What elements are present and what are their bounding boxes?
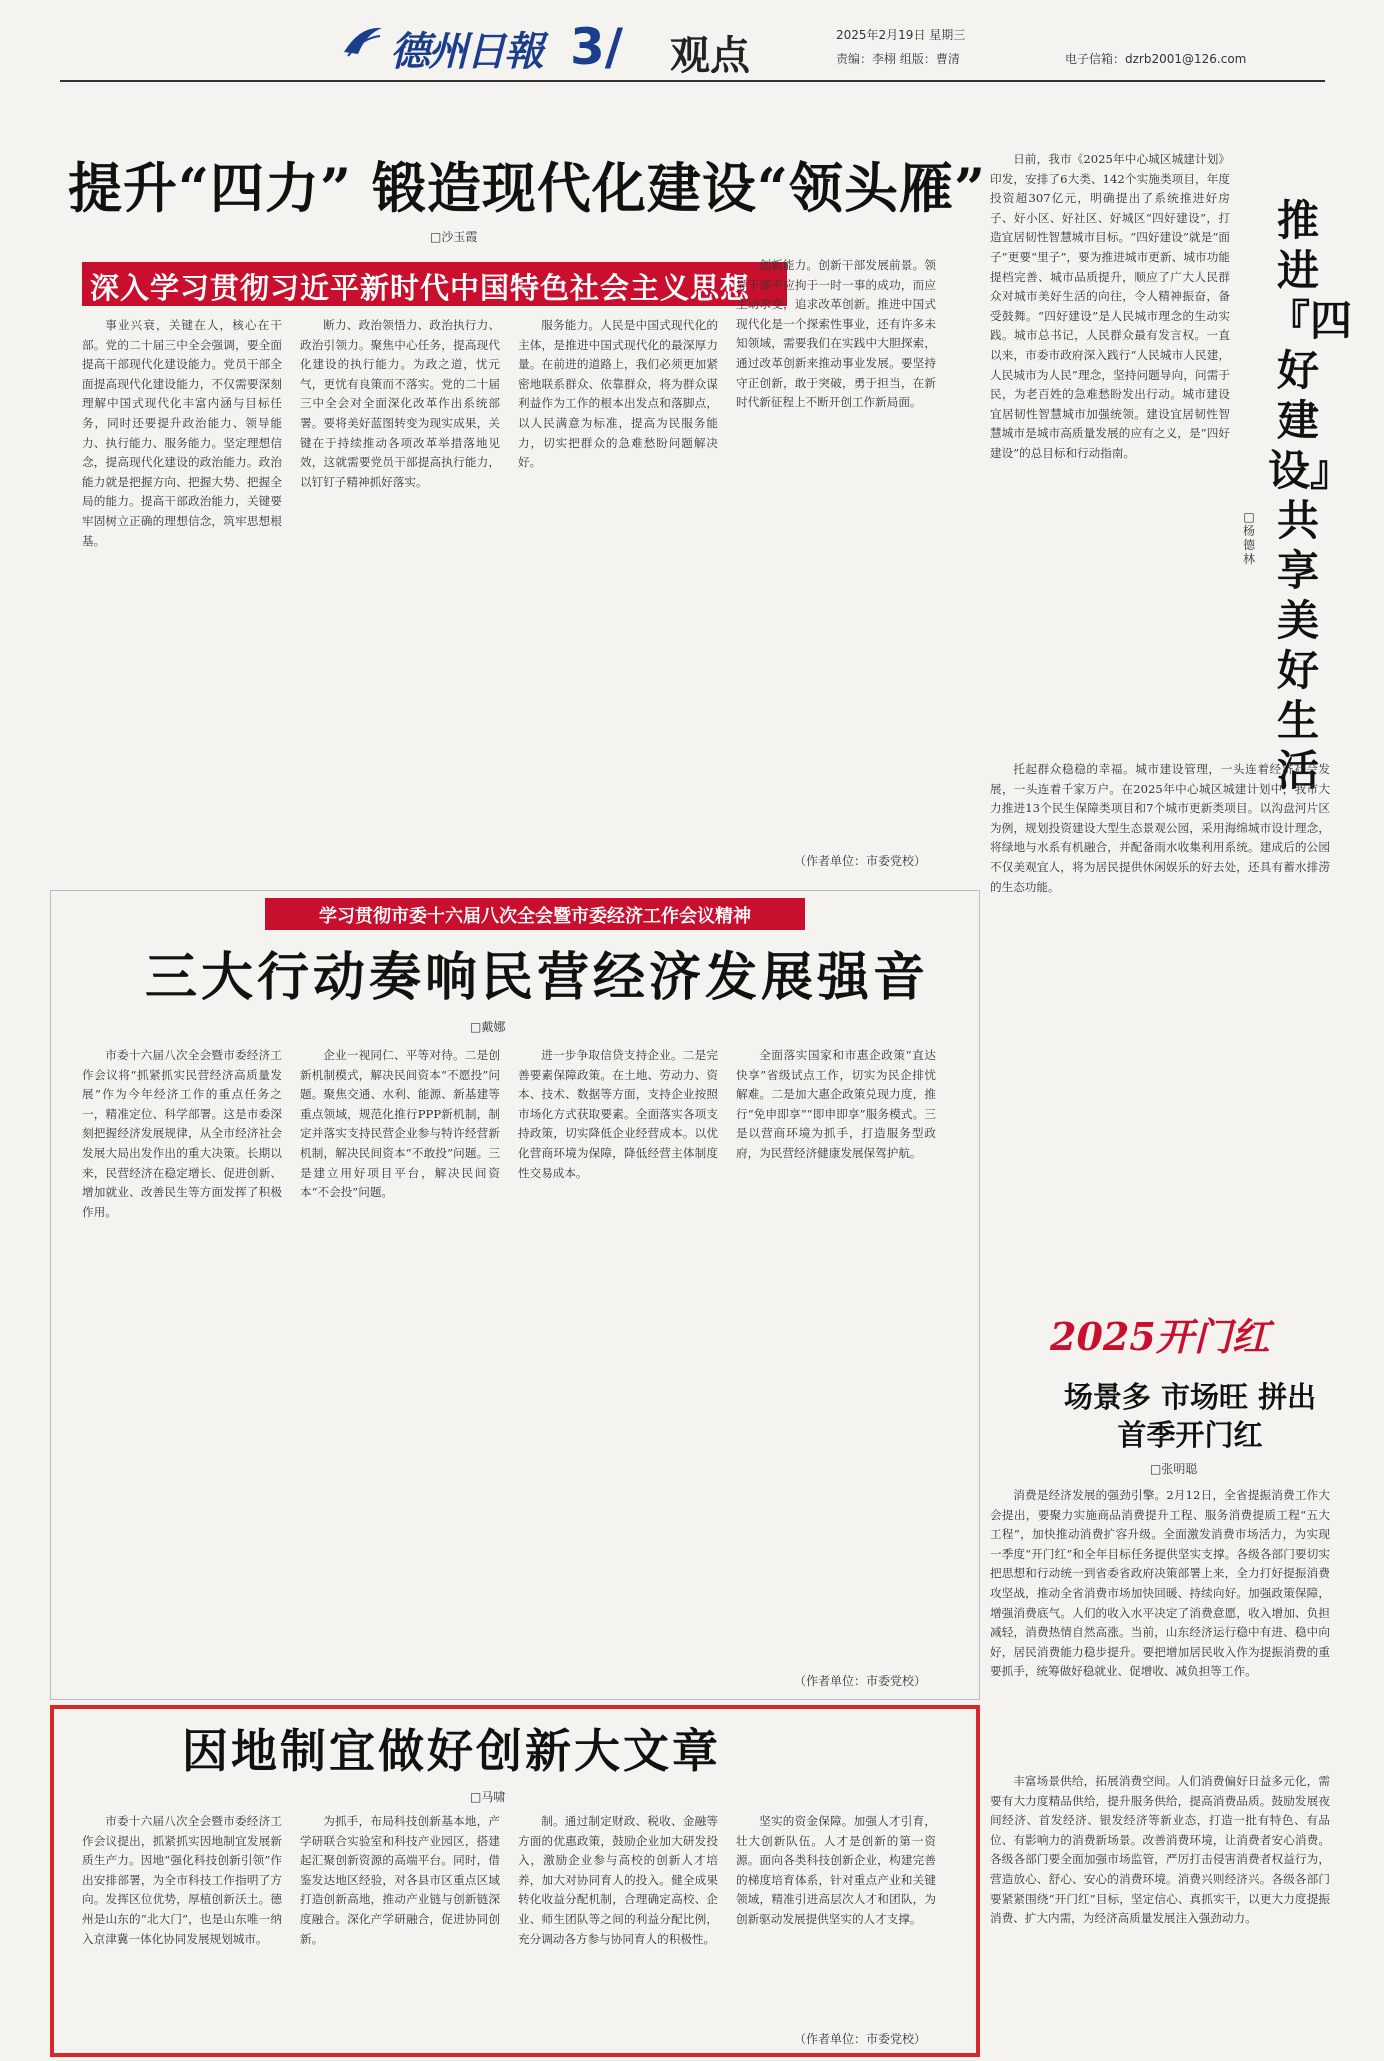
masthead (60, 18, 1325, 80)
article4-text2: 托起群众稳稳的幸福。城市建设管理，一头连着经济社会发展，一头连着千家万户。在2025年中心城区城建计划中，我市大力推进13个民生保障类项目和7个城市更新类项目。以沟盘河片区为例，规划投资建设大型生态景观公园，采用海绵城市设计理念，将绿地与水系有机融合，并配备雨水收集利用系统。建成后的公园不仅美观宜人，将为居民提供休闲娱乐的好去处，还具有蓄水排涝的生态功能。 (990, 762, 1330, 894)
article1-banner: 深入学习贯彻习近平新时代中国特色社会主义思想 (82, 262, 787, 306)
article2-author: （作者单位：市委党校） (793, 1674, 926, 1688)
article5-text: 消费是经济发展的强劲引擎。2月12日，全省提振消费工作大会提出，要聚力实施商品消费提升工程、服务消费提质工程“五大工程”，加快推动消费扩容升级。全面激发消费市场活力，为实现一季度“开门红”和全年目标任务提供坚实支撑。各级各部门要切实把思想和行动统一到省委省政府决策部署上来，全力打好提振消费攻坚战，推动全省消费市场加快回暖、持续向好。加强政策保障，增强消费底气。人们的收入水平决定了消费意愿，收入增加、负担减轻，消费热情自然高涨。当前，山东经济运行稳中有进、稳中向好，居民消费能力稳步提升。要把增加居民收入作为提振消费的重要抓手，统筹做好稳就业、促增收、减负担等工作。 (990, 1488, 1330, 1679)
header-divider (60, 80, 1325, 82)
article2-col3: 进一步争取信贷支持企业。二是完善要素保障政策。在土地、劳动力、资本、技术、数据等方面，支持企业按照市场化方式获取要素。全面落实各项支持政策，切实降低企业经营成本。以优化营商环境为保障，降低经营主体制度性交易成本。 (518, 1048, 718, 1180)
kaimen-logo: 2025开门红 (1050, 1314, 1270, 1359)
article3-author: （作者单位：市委党校） (793, 2032, 926, 2046)
article4-title: 推进『四好建设』共享美好生活 (1268, 196, 1353, 795)
article3-byline: □马啸 (470, 1790, 506, 1804)
article1-col2: 断力、政治领悟力、政治执行力、政治引领力。聚焦中心任务，提高现代化建设的执行能力。为政之道，忧元气，更忧有良策而不落实。党的二十届三中全会对全面深化改革作出系统部署。要将美好蓝图转变为现实成果，关键在于持续推动各项改革举措落地见效，这就需要党员干部提高执行能力，以钉钉子精神抓好落实。 (300, 318, 500, 489)
section-title: 观点 (670, 32, 750, 79)
article3-col1: 市委十六届八次全会暨市委经济工作会议提出，抓紧抓实因地制宜发展新质生产力。因地“强化科技创新引领”作出安排部署，为全市科技工作指明了方向。发挥区位优势，厚植创新沃土。德州是山东的“北大门”，也是山东唯一纳入京津冀一体化协同发展规划城市。 (82, 1814, 282, 1946)
email: 电子信箱：dzrb2001@126.com (1065, 52, 1247, 66)
paper-name: 德州日報 (390, 28, 542, 75)
article1-col1: 事业兴衰，关键在人，核心在干部。党的二十届三中全会强调，要全面提高干部现代化建设能力。党员干部全面提高现代化建设能力，不仅需要深刻理解中国式现代化丰富内涵与目标任务，同时还要提升政治能力、领导能力、执行能力、服务能力。坚定理想信念，提高现代化建设的政治能力。政治能力就是把握方向、把握大势、把握全局的能力。提高干部政治能力，关键要牢固树立正确的理想信念，筑牢思想根基。 (82, 318, 282, 548)
newspaper-logo-icon (340, 22, 386, 62)
article5-title: 场景多 市场旺 拼出首季开门红 (1063, 1380, 1317, 1452)
article5-byline: □张明聪 (1150, 1462, 1198, 1476)
article1-author: （作者单位：市委党校） (793, 854, 926, 868)
article1-title: 提升“四力” 锻造现代化建设“领头雁” (68, 156, 987, 220)
article5-text2: 丰富场景供给，拓展消费空间。人们消费偏好日益多元化，需要有大力度精品供给，提升服务供给，提高消费品质。鼓励发展夜间经济、首发经济、银发经济等新业态，打造一批有特色、有品位、有影响力的消费新场景。改善消费环境，让消费者安心消费。各级各部门要全面加强市场监管，严厉打击侵害消费者权益行为，营造放心、舒心、安心的消费环境。消费兴则经济兴。各级各部门要紧紧围绕“开门红”目标，坚定信心、真抓实干，以更大力度提振消费、扩大内需，为经济高质量发展注入强劲动力。 (990, 1774, 1330, 1926)
editors: 责编：李栩 组版：曹清 (836, 52, 960, 66)
article1-byline: □沙玉霞 (430, 230, 478, 244)
article3-col3: 制。通过制定财政、税收、金融等方面的优惠政策，鼓励企业加大研发投入，激励企业参与高校的创新人才培养，加大对协同育人的投入。健全成果转化收益分配机制，合理确定高校、企业、师生团队等之间的利益分配比例，充分调动各方参与协同育人的积极性。 (518, 1814, 718, 1946)
article2-col4: 全面落实国家和市惠企政策“直达快享”省级试点工作，切实为民企排忧解难。二是加大惠企政策兑现力度，推行“免申即享”“即申即享”服务模式。三是以营商环境为抓手，打造服务型政府，为民营经济健康发展保驾护航。 (736, 1048, 936, 1160)
page-number: 3/ (570, 18, 624, 76)
article2-col2: 企业一视同仁、平等对待。二是创新机制模式，解决民间资本“不愿投”问题。聚焦交通、水利、能源、新基建等重点领域，规范化推行PPP新机制，制定并落实支持民营企业参与特许经营新机制，解决民间资本“不敢投”问题。三是建立用好项目平台，解决民间资本“不会投”问题。 (300, 1048, 500, 1200)
article3-col4: 坚实的资金保障。加强人才引育，壮大创新队伍。人才是创新的第一资源。面向各类科技创新企业，构建完善的梯度培育体系，针对重点产业和关键领域，精准引进高层次人才和团队，为创新驱动发展提供坚实的人才支撑。 (736, 1814, 936, 1926)
article2-byline: □戴娜 (470, 1020, 506, 1034)
article3-col2: 为抓手，布局科技创新基本地，产学研联合实验室和科技产业园区，搭建起汇聚创新资源的高端平台。同时，借鉴发达地区经验，对各县市区重点区域打造创新高地，推动产业链与创新链深度融合。深化产学研融合，促进协同创新。 (300, 1814, 500, 1946)
article2-col1: 市委十六届八次全会暨市委经济工作会议将“抓紧抓实民营经济高质量发展”作为今年经济工作的重点任务之一，精准定位、科学部署。这是市委深刻把握经济发展规律，从全市经济社会发展大局出发作出的重大决策。长期以来，民营经济在稳定增长、促进创新、增加就业、改善民生等方面发挥了积极作用。 (82, 1048, 282, 1219)
article3-title: 因地制宜做好创新大文章 (182, 1724, 721, 1778)
issue-date: 2025年2月19日 星期三 (836, 28, 966, 42)
article4-byline: □杨德林 (1242, 510, 1255, 566)
article1-col4: 创新能力。创新干部发展前景。领导干部不应拘于一时一事的成功，而应主动求变，追求改革创新。推进中国式现代化是一个探索性事业，还有许多未知领域，需要我们在实践中大胆探索，通过改革创新来推动事业发展。要坚持守正创新，敢于突破，勇于担当，在新时代新征程上不断开创工作新局面。 (736, 258, 936, 410)
article2-title: 三大行动奏响民营经济发展强音 (145, 947, 930, 1008)
article1-col3: 服务能力。人民是中国式现代化的主体，是推进中国式现代化的最深厚力量。在前进的道路上，我们必须更加紧密地联系群众、依靠群众，将为群众谋利益作为工作的根本出发点和落脚点，以人民满意为标准，提高为民服务能力，切实把群众的急难愁盼问题解决好。 (518, 318, 718, 470)
article4-text: 日前，我市《2025年中心城区城建计划》印发，安排了6大类、142个实施类项目，年度投资超307亿元，明确提出了系统推进好房子、好小区、好社区、好城区“四好建设”，打造宜居韧性智慧城市目标。“四好建设”就是“面子”更要“里子”，要为推进城市更新、城市功能提档完善、城市品质提升，顺应了广大人民群众对城市美好生活的向往，令人精神振奋，备受鼓舞。“四好建设”是人民城市理念的生动实践。城市总书记，人民群众最有发言权。一直以来，市委市政府深入践行“人民城市人民建，人民城市为人民”理念，坚持问题导向，问需于民，为老百姓的急难愁盼发出行动。城市建设宜居韧性智慧城市加强统领。建设宜居韧性智慧城市是城市高质量发展的应有之义，是“四好建设”的总目标和行动指南。 (990, 152, 1230, 460)
article2-banner: 学习贯彻市委十六届八次全会暨市委经济工作会议精神 (265, 898, 805, 930)
